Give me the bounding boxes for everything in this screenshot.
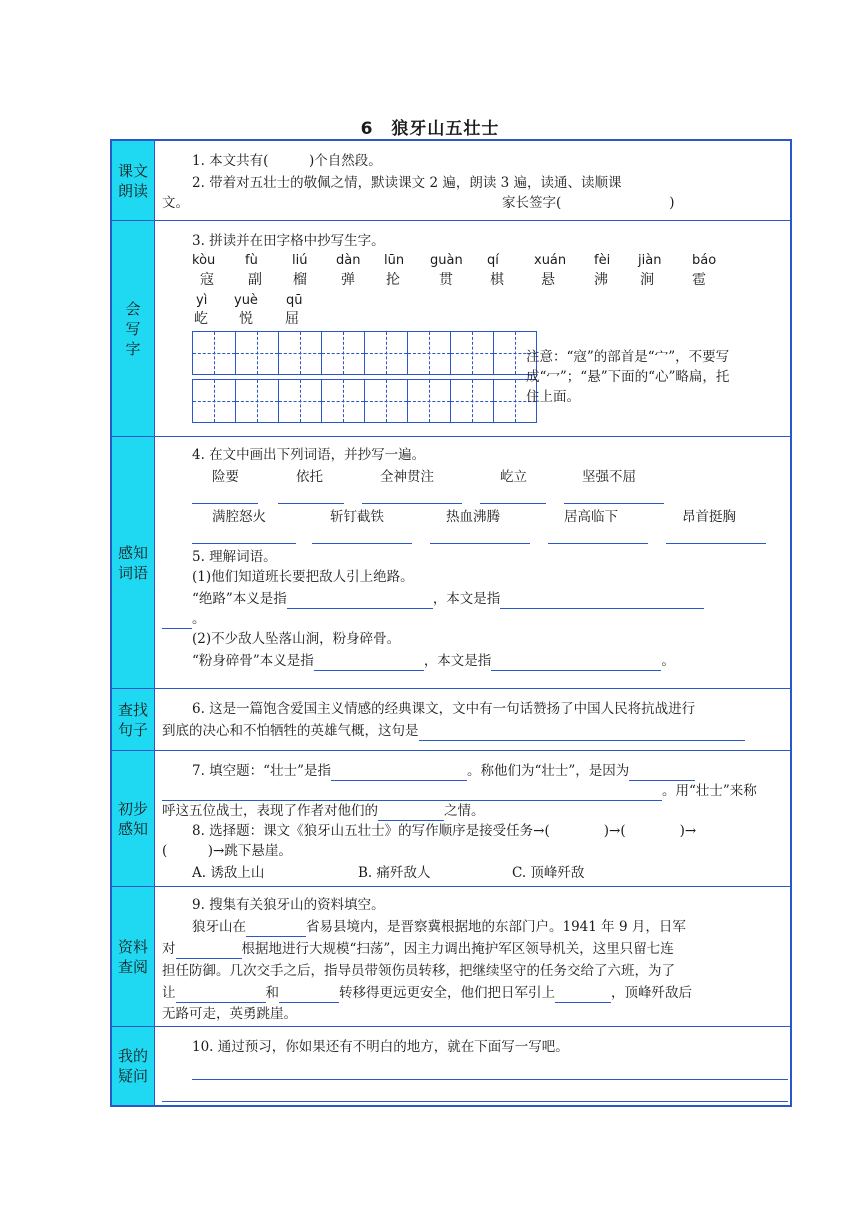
answer-line[interactable] [192, 503, 258, 504]
answer-blank[interactable] [246, 920, 306, 937]
answer-blank[interactable] [378, 804, 444, 821]
section-label [112, 221, 155, 436]
answer-line[interactable] [362, 503, 462, 504]
question-7 [192, 761, 695, 781]
parent-signature[interactable]: 家长签字( ) [502, 195, 675, 211]
tianzige-cell[interactable] [450, 379, 494, 423]
prompt-text: “粉身碎骨”本义是指 [192, 653, 314, 669]
label-line: 初步 [117, 799, 148, 818]
tianzige-cell[interactable] [278, 331, 322, 375]
answer-line[interactable] [480, 503, 546, 504]
material-line-4 [162, 983, 692, 1003]
answer-blank[interactable] [331, 764, 467, 781]
tianzige-cell[interactable] [192, 331, 236, 375]
label-line: 感知 [117, 543, 148, 562]
hanzi: 弹 [341, 272, 355, 288]
section-reading [112, 141, 790, 221]
answer-blank[interactable] [555, 986, 611, 1003]
prompt-text: 根据地进行大规模“扫荡”，因主力调出掩护军区领导机关，这里只留七连 [241, 941, 674, 957]
label-line: 查阅 [117, 957, 148, 976]
question-9: 9. 搜集有关狼牙山的资料填空。 [192, 897, 385, 913]
hanzi: 榴 [293, 272, 307, 288]
worksheet-table [110, 139, 792, 1107]
section-material [112, 887, 790, 1027]
note-line-3: 住上面。 [526, 389, 580, 405]
answer-blank[interactable] [491, 654, 661, 671]
option-c[interactable]: C. 顶峰歼敌 [512, 865, 585, 881]
section-writing [112, 221, 790, 437]
word: 屹立 [500, 469, 527, 485]
hanzi: 寇 [200, 272, 214, 288]
label-line: 疑问 [117, 1067, 148, 1085]
answer-blank[interactable] [419, 724, 745, 741]
pinyin: fèi [594, 253, 611, 268]
question-1: 1. 本文共有( )个自然段。 [192, 153, 382, 169]
tianzige-cell[interactable] [364, 379, 408, 423]
question-2: 2. 带着对五壮士的敬佩之情，默读课文 2 遍，朗读 3 遍，读通、读顺课 [192, 175, 622, 191]
pinyin: qí [487, 253, 499, 268]
pinyin: liú [292, 253, 308, 268]
prompt-text: 让 [162, 985, 176, 1001]
question-5-1-cont [162, 609, 206, 629]
question-6-cont [162, 721, 745, 741]
section-label [112, 1027, 155, 1105]
tianzige-row-2[interactable] [192, 379, 536, 423]
note-line-2: 成“冖”；“悬”下面的“心”略扁，托 [526, 369, 730, 385]
tianzige-cell[interactable] [364, 331, 408, 375]
tianzige-cell[interactable] [235, 379, 279, 423]
answer-line[interactable] [192, 1079, 788, 1080]
section-question [112, 1027, 790, 1105]
word: 依托 [296, 469, 323, 485]
prompt-text: 狼牙山在 [192, 919, 246, 935]
prompt-text: 省易县境内，是晋察冀根据地的东部门户。1941 年 9 月，日军 [306, 919, 686, 935]
word: 热血沸腾 [446, 509, 500, 525]
question-5: 5. 理解词语。 [192, 549, 277, 565]
question-2-cont: 文。 [162, 195, 189, 211]
pinyin: lūn [384, 253, 405, 268]
answer-line[interactable] [430, 543, 530, 544]
answer-blank[interactable] [287, 592, 433, 609]
word: 满腔怒火 [212, 509, 266, 525]
prompt-text: 7. 填空题：“壮士”是指 [192, 763, 331, 779]
word: 险要 [212, 469, 239, 485]
tianzige-cell[interactable] [235, 331, 279, 375]
tianzige-cell[interactable] [407, 331, 451, 375]
section-label [112, 689, 155, 750]
page-title: 6 狼牙山五壮士 [360, 119, 500, 139]
answer-blank[interactable] [314, 654, 424, 671]
answer-blank[interactable] [176, 986, 266, 1003]
tianzige-cell[interactable] [407, 379, 451, 423]
tianzige-cell[interactable] [321, 331, 365, 375]
word: 全神贯注 [380, 469, 434, 485]
word: 居高临下 [564, 509, 618, 525]
section-label [112, 751, 155, 886]
question-8-cont: ( )→跳下悬崖。 [162, 843, 292, 859]
hanzi: 贯 [439, 272, 453, 288]
hanzi: 屹 [194, 311, 208, 327]
answer-line[interactable] [564, 503, 664, 504]
pinyin: kòu [192, 253, 216, 268]
prompt-text: 。用“壮士”来称 [662, 783, 757, 799]
prompt-text: 。 [661, 653, 675, 669]
question-6: 6. 这是一篇饱含爱国主义情感的经典课文，文中有一句话赞扬了中国人民将抗战进行 [192, 701, 696, 717]
pinyin: báo [692, 253, 717, 268]
prompt-text: 呼这五位战士，表现了作者对他们的 [162, 803, 378, 819]
prompt-text: 对 [162, 941, 176, 957]
answer-line[interactable] [548, 543, 648, 544]
word: 斩钉截铁 [330, 509, 384, 525]
tianzige-cell[interactable] [278, 379, 322, 423]
label-line: 感知 [117, 819, 148, 838]
question-5-1-meaning [192, 589, 704, 609]
prompt-text: 之情。 [444, 803, 485, 819]
hanzi: 棋 [490, 272, 504, 288]
question-5-1: (1)他们知道班长要把敌人引上绝路。 [192, 569, 414, 585]
material-line-1 [192, 917, 686, 937]
prompt-text: ，顶峰歼敌后 [611, 985, 692, 1001]
section-label [112, 437, 155, 688]
prompt-text: 转移得更远更安全，他们把日军引上 [339, 985, 555, 1001]
label-line: 朗读 [117, 181, 148, 200]
label-line: 会 [125, 299, 141, 318]
hanzi: 屈 [285, 311, 299, 327]
answer-line[interactable] [666, 543, 766, 544]
section-feel [112, 751, 790, 887]
word: 坚强不屈 [582, 469, 636, 485]
prompt-text: 。 [192, 611, 206, 627]
pinyin: yì [196, 293, 208, 308]
answer-blank[interactable] [629, 764, 695, 781]
question-10: 10. 通过预习，你如果还有不明白的地方，就在下面写一写吧。 [192, 1039, 569, 1055]
question-3: 3. 拼读并在田字格中抄写生字。 [192, 233, 385, 249]
tianzige-row-1[interactable] [192, 331, 536, 375]
pinyin: guàn [430, 253, 463, 268]
answer-line[interactable] [278, 503, 344, 504]
pinyin: jiàn [638, 253, 662, 268]
answer-line[interactable] [312, 543, 412, 544]
answer-blank[interactable] [279, 986, 339, 1003]
hanzi: 副 [248, 272, 262, 288]
note-line-1: 注意：“寇”的部首是“宀”，不要写 [526, 349, 730, 365]
material-line-3: 担任防御。几次交手之后，指导员带领伤员转移，把继续坚守的任务交给了六班，为了 [162, 963, 675, 979]
prompt-text: ，本文是指 [432, 591, 501, 607]
label-line: 写 [125, 319, 141, 338]
option-b[interactable]: B. 痛歼敌人 [358, 865, 431, 881]
material-line-2 [162, 939, 674, 959]
section-words [112, 437, 790, 689]
section-sentence [112, 689, 790, 751]
hanzi: 悬 [541, 272, 555, 288]
answer-blank[interactable] [162, 612, 192, 629]
section-label [112, 887, 155, 1026]
hanzi: 抡 [386, 272, 400, 288]
label-line: 课文 [117, 161, 148, 180]
tianzige-cell[interactable] [192, 379, 236, 423]
pinyin: fù [245, 253, 258, 268]
label-line: 资料 [117, 937, 148, 956]
section-label [112, 141, 155, 220]
prompt-text: 到底的决心和不怕牺牲的英雄气概，这句是 [162, 723, 419, 739]
prompt-text: “绝路”本义是指 [192, 591, 287, 607]
question-7-end [162, 801, 485, 821]
material-line-5: 无路可走，英勇跳崖。 [162, 1006, 297, 1022]
hanzi: 悦 [239, 311, 253, 327]
answer-blank[interactable] [162, 784, 662, 801]
pinyin: yuè [234, 293, 258, 308]
label-line: 句子 [117, 720, 148, 739]
answer-line[interactable] [192, 543, 296, 544]
pinyin: xuán [534, 253, 567, 268]
answer-blank[interactable] [500, 592, 704, 609]
hanzi: 雹 [692, 272, 706, 288]
label-line: 词语 [117, 563, 148, 582]
prompt-text: 。称他们为“壮士”，是因为 [466, 763, 630, 779]
hanzi: 涧 [640, 272, 654, 288]
label-line: 查找 [117, 700, 148, 719]
question-5-2: (2)不少敌人坠落山涧，粉身碎骨。 [192, 631, 401, 647]
tianzige-cell[interactable] [450, 331, 494, 375]
word: 昂首挺胸 [682, 509, 736, 525]
prompt-text: 和 [265, 985, 279, 1001]
answer-blank[interactable] [176, 942, 242, 959]
tianzige-cell[interactable] [321, 379, 365, 423]
question-5-2-meaning [192, 651, 675, 671]
question-7-cont [162, 781, 757, 801]
question-8: 8. 选择题：课文《狼牙山五壮士》的写作顺序是接受任务→( )→( )→ [192, 823, 697, 839]
hanzi: 沸 [594, 272, 608, 288]
label-line: 字 [125, 339, 141, 358]
answer-line[interactable] [162, 1101, 788, 1102]
prompt-text: ，本文是指 [423, 653, 492, 669]
question-4: 4. 在文中画出下列词语，并抄写一遍。 [192, 447, 426, 463]
pinyin: dàn [336, 253, 361, 268]
pinyin: qū [286, 293, 303, 308]
label-line: 我的 [117, 1047, 148, 1065]
option-a[interactable]: A. 诱敌上山 [192, 865, 265, 881]
